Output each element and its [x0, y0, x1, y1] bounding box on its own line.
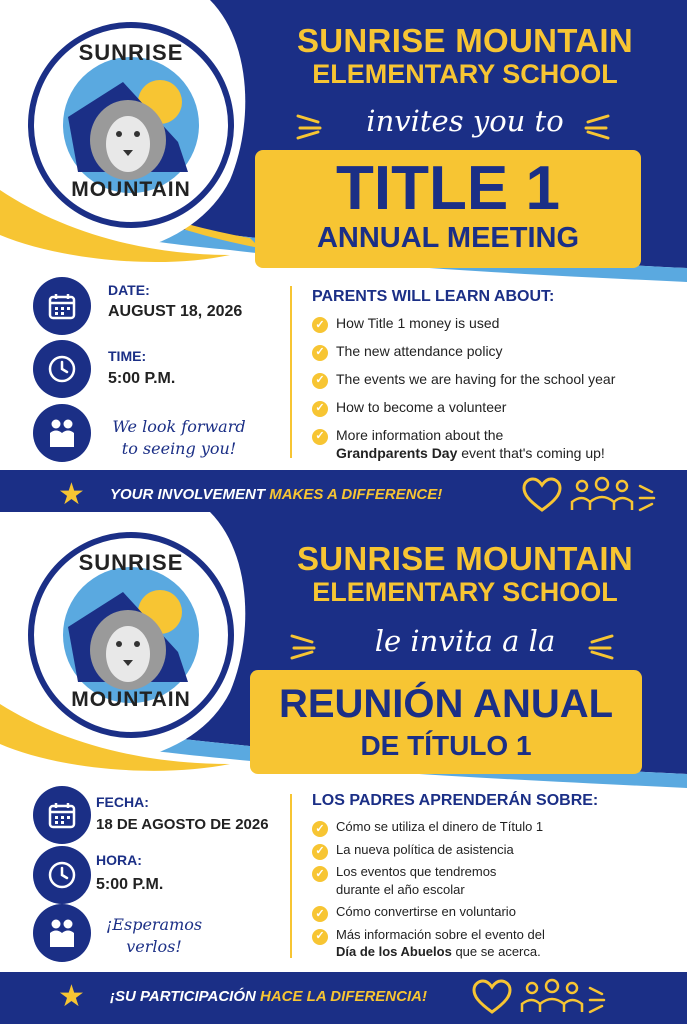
list-item-text: How Title 1 money is used [336, 315, 500, 331]
invite-text: invites you to [366, 104, 564, 138]
check-icon: ✓ [312, 821, 328, 837]
title-banner [255, 150, 641, 268]
closing-line2: to seeing you! [121, 438, 237, 458]
footer-text [110, 988, 427, 1005]
logo-text-top: SUNRISE [78, 40, 184, 65]
burst-icon [640, 486, 654, 510]
calendar-icon [33, 786, 91, 844]
list-item [312, 926, 682, 961]
list-item [312, 342, 682, 361]
check-icon: ✓ [312, 317, 328, 333]
school-name-line2: ELEMENTARY SCHOOL [312, 577, 618, 607]
star-icon: ★ [58, 478, 85, 511]
footer-text-yellow: HACE LA DIFERENCIA! [260, 988, 427, 1005]
learn-list [312, 314, 682, 463]
time-label: TIME: [108, 348, 147, 364]
time-label: HORA: [96, 852, 142, 868]
people-icon [572, 478, 632, 510]
list-item [312, 426, 682, 464]
footer-text-white: ¡SU PARTICIPACIÓN [110, 988, 256, 1005]
list-item [312, 314, 682, 333]
school-name-line1: SUNRISE MOUNTAIN [296, 22, 634, 59]
list-item-text: Cómo convertirse en voluntario [336, 904, 516, 920]
family-icon [33, 904, 91, 962]
list-item [312, 863, 682, 898]
star-icon: ★ [58, 980, 85, 1013]
clock-icon [33, 846, 91, 904]
clock-icon [33, 340, 91, 398]
footer-text [110, 486, 442, 503]
title-banner [250, 670, 642, 774]
check-icon: ✓ [312, 373, 328, 389]
banner-title: REUNIÓN ANUAL [278, 682, 614, 726]
banner-title: TITLE 1 [336, 154, 560, 223]
date-label: FECHA: [96, 794, 149, 810]
family-icon [33, 404, 91, 462]
logo-text-bottom: MOUNTAIN [71, 688, 191, 711]
closing-message [84, 914, 224, 957]
check-icon: ✓ [312, 844, 328, 860]
school-name-line2: ELEMENTARY SCHOOL [312, 59, 618, 89]
people-icon [522, 980, 582, 1012]
banner-subtitle: ANNUAL MEETING [316, 222, 580, 254]
list-item-text: How to become a volunteer [336, 398, 507, 415]
footer-icons [520, 476, 670, 512]
learn-title: PARENTS WILL LEARN ABOUT: [312, 288, 555, 305]
banner-subtitle: DE TÍTULO 1 [360, 730, 532, 761]
list-item [312, 903, 682, 921]
list-item [312, 370, 682, 389]
footer-text-yellow: MAKES A DIFFERENCE! [269, 486, 443, 503]
list-item-text: Cómo se utiliza el dinero de Título 1 [336, 819, 544, 834]
heart-icon [474, 981, 510, 1012]
list-item-text: La nueva política de asistencia [336, 841, 514, 857]
check-icon: ✓ [312, 345, 328, 361]
footer-icons [470, 978, 620, 1018]
footer-bar [0, 470, 687, 512]
date-value: AUGUST 18, 2026 [108, 303, 243, 320]
check-icon: ✓ [312, 866, 328, 882]
list-item [312, 398, 682, 417]
heart-icon [524, 479, 560, 510]
list-item-text: event that's coming up! [461, 445, 605, 462]
list-item-text: que se acerca. [455, 944, 541, 960]
school-name [250, 24, 680, 88]
closing-message [104, 416, 254, 459]
date-value: 18 DE AGOSTO DE 2026 [96, 816, 269, 833]
check-icon: ✓ [312, 906, 328, 922]
learn-list [312, 818, 682, 961]
calendar-icon [33, 277, 91, 335]
list-item-text: Los eventos que tendremos [336, 864, 497, 880]
burst-icon [590, 988, 604, 1012]
time-value: 5:00 P.M. [108, 370, 176, 387]
check-icon: ✓ [312, 429, 328, 445]
closing-line2: verlos! [126, 936, 182, 956]
list-item-text: More information about the [336, 426, 504, 443]
list-item-text: durante el año escolar [336, 881, 465, 897]
logo-text-top: SUNRISE [78, 550, 184, 575]
list-item-highlight: Día de los Abuelos [336, 944, 452, 960]
check-icon: ✓ [312, 929, 328, 945]
school-name-line1: SUNRISE MOUNTAIN [296, 540, 634, 577]
burst-right-icon [582, 630, 622, 660]
list-item-highlight: Grandparents Day [336, 445, 458, 462]
column-divider [290, 286, 292, 458]
list-item-text: The new attendance policy [336, 342, 503, 359]
footer-text-white: YOUR INVOLVEMENT [110, 486, 266, 503]
check-icon: ✓ [312, 401, 328, 417]
burst-right-icon [578, 110, 618, 140]
list-item [312, 841, 682, 859]
learn-title: LOS PADRES APRENDERÁN SOBRE: [312, 792, 599, 809]
list-item-text: The events we are having for the school year [336, 370, 616, 387]
time-value: 5:00 P.M. [96, 876, 164, 893]
logo-text-bottom: MOUNTAIN [71, 178, 191, 201]
invite-text: le invita a la [374, 624, 556, 658]
flyer-spanish [0, 512, 687, 1024]
list-item-text: Más información sobre el evento del [336, 926, 545, 942]
closing-line1: ¡Esperamos [105, 915, 203, 934]
column-divider [290, 794, 292, 958]
school-name [250, 542, 680, 606]
date-label: DATE: [108, 282, 150, 298]
footer-bar [0, 972, 687, 1024]
list-item [312, 818, 682, 836]
closing-line1: We look forward [112, 417, 246, 436]
